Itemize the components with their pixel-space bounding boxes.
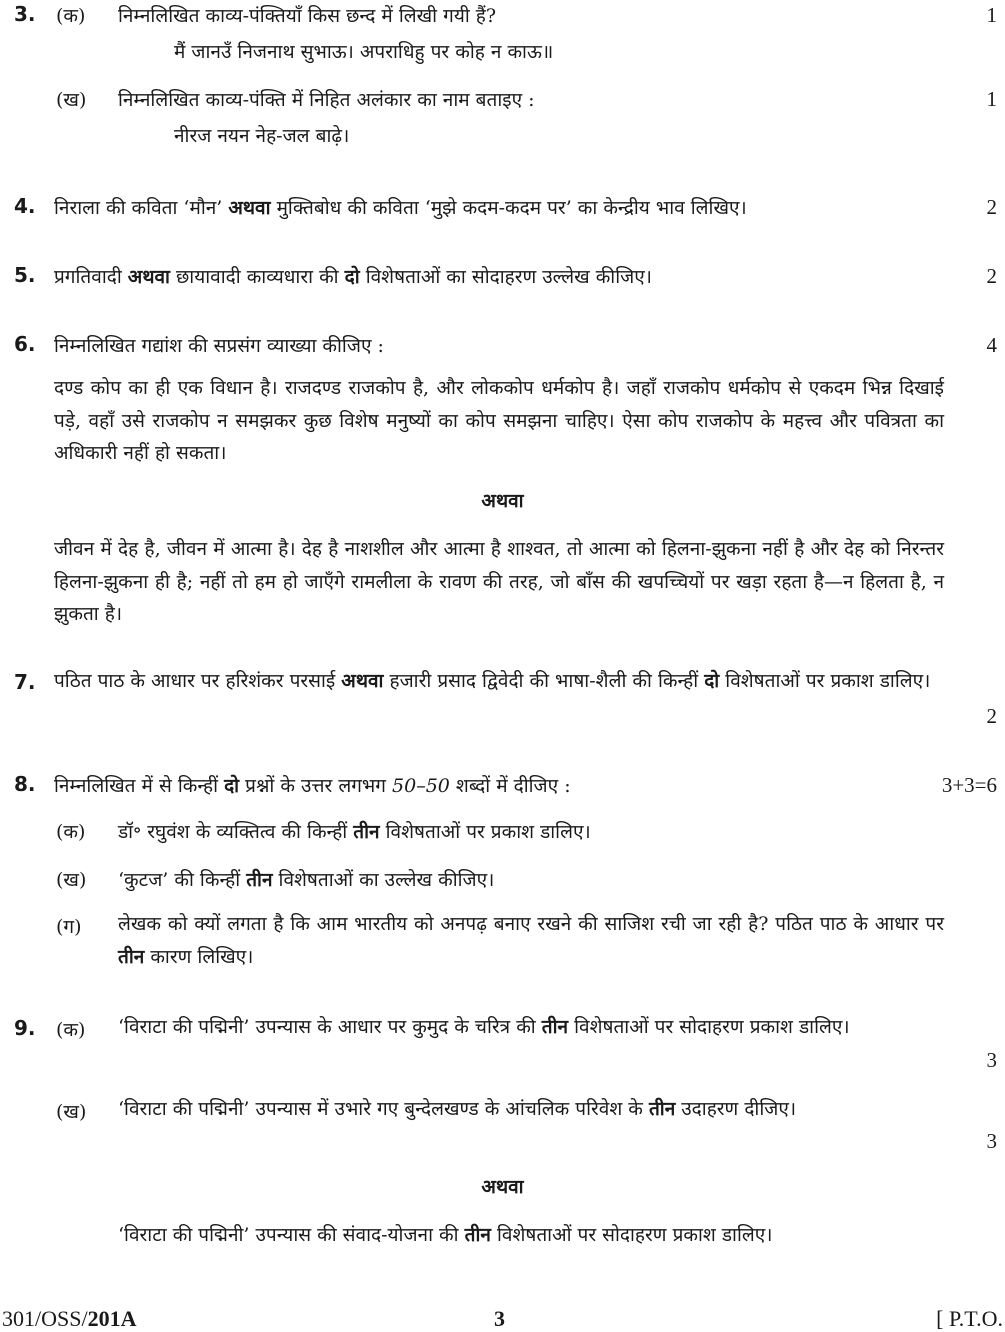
marks: 1 (986, 3, 997, 27)
question-text: निराला की कविता ‘मौन’ अथवा मुक्तिबोध की कविता ‘मुझे कदम-कदम पर’ का केन्द्रीय भाव लिखिए। (54, 197, 747, 219)
or-divider: अथवा (481, 1176, 524, 1198)
marks: 1 (986, 87, 997, 111)
part-label: (ख) (56, 89, 87, 111)
question-number: 9. (14, 1016, 36, 1040)
marks: 3 (986, 1048, 997, 1072)
quoted-verse: मैं जानउँ निजनाथ सुभाऊ। अपराधिहु पर कोह न काऊ॥ (174, 41, 554, 63)
part-label: (ख) (56, 1101, 87, 1123)
marks: 3 (986, 1129, 997, 1153)
word-limit: 50–50 (392, 775, 450, 797)
question-number: 3. (14, 2, 36, 26)
question-number: 5. (14, 263, 36, 287)
question-number: 7. (14, 670, 36, 694)
question-text: डॉ॰ रघुवंश के व्यक्तित्व की किन्हीं तीन विशेषताओं पर प्रकाश डालिए। (118, 821, 591, 843)
question-number: 8. (14, 772, 36, 796)
part-label: (ग) (56, 916, 82, 938)
marks: 2 (986, 264, 997, 288)
quoted-verse: नीरज नयन नेह-जल बाढ़े। (174, 125, 350, 147)
marks: 2 (986, 704, 997, 728)
marks: 2 (986, 195, 997, 219)
part-label: (क) (56, 5, 86, 27)
question-text: पठित पाठ के आधार पर हरिशंकर परसाई अथवा हजारी प्रसाद द्विवेदी की भाषा-शैली की किन्हीं दो विशेषताओं पर प्रकाश डालिए। (54, 670, 931, 692)
part-label: (क) (56, 1019, 86, 1041)
question-text: लेखक को क्यों लगता है कि आम भारतीय को अनपढ़ बनाए रखने की साजिश रची जा रही है? पठित पाठ के आधार पर तीन कारण लिखिए। (118, 913, 944, 968)
or-keyword: अथवा (341, 670, 384, 692)
or-keyword: अथवा (127, 266, 170, 288)
marks: 4 (986, 333, 997, 357)
question-text: ‘कुटज’ की किन्हीं तीन विशेषताओं का उल्लेख कीजिए। (118, 869, 495, 891)
part-label: (ख) (56, 869, 87, 891)
passage: दण्ड कोप का ही एक विधान है। राजदण्ड राजकोप है, और लोककोप धर्मकोप है। जहाँ राजकोप धर्मकोप से एकदम भिन्न दिखाई पड़े, वहाँ उसे राजकोप न समझकर कुछ विशेष मनुष्यों का कोप समझना चाहिए। ऐसा कोप राजकोप के महत्त्व और पवित्रता का अधिकारी नहीं हो सकता। (54, 377, 944, 464)
pto-note: [ P.T.O. (936, 1306, 1003, 1331)
question-text: निम्नलिखित काव्य-पंक्तियाँ किस छन्द में लिखी गयी हैं? (118, 5, 497, 27)
passage: जीवन में देह है, जीवन में आत्मा है। देह है नाशशील और आत्मा है शाश्वत, तो आत्मा को हिलना-झुकना नहीं है और देह को निरन्तर हिलना-झुकना ही है; नहीं तो हम हो जाएँगे रामलीला के रावण की तरह, जो बाँस की खपच्चियों पर खड़ा रहता है—न हिलता है, न झुकता है। (54, 538, 944, 625)
question-number: 4. (14, 194, 36, 218)
question-number: 6. (14, 332, 36, 356)
paper-code: 301/OSS/201A (2, 1306, 137, 1331)
question-text: निम्नलिखित काव्य-पंक्ति में निहित अलंकार का नाम बताइए : (118, 89, 535, 111)
question-text: निम्नलिखित गद्यांश की सप्रसंग व्याख्या कीजिए : (54, 335, 384, 357)
question-text: निम्नलिखित में से किन्हीं दो प्रश्नों के उत्तर लगभग 50–50 शब्दों में दीजिए : (54, 775, 571, 797)
question-text: ‘विराटा की पद्मिनी’ उपन्यास में उभारे गए बुन्देलखण्ड के आंचलिक परिवेश के तीन उदाहरण दीजिए। (118, 1098, 797, 1120)
question-text: प्रगतिवादी अथवा छायावादी काव्यधारा की दो विशेषताओं का सोदाहरण उल्लेख कीजिए। (54, 266, 652, 288)
part-label: (क) (56, 821, 86, 843)
question-text: ‘विराटा की पद्मिनी’ उपन्यास की संवाद-योजना की तीन विशेषताओं पर सोदाहरण प्रकाश डालिए। (118, 1224, 773, 1246)
marks: 3+3=6 (941, 773, 997, 797)
question-text: ‘विराटा की पद्मिनी’ उपन्यास के आधार पर कुमुद के चरित्र की तीन विशेषताओं पर सोदाहरण प्रकाश डालिए। (118, 1016, 850, 1038)
page-number: 3 (494, 1306, 505, 1331)
or-keyword: अथवा (228, 197, 271, 219)
or-divider: अथवा (481, 490, 524, 512)
